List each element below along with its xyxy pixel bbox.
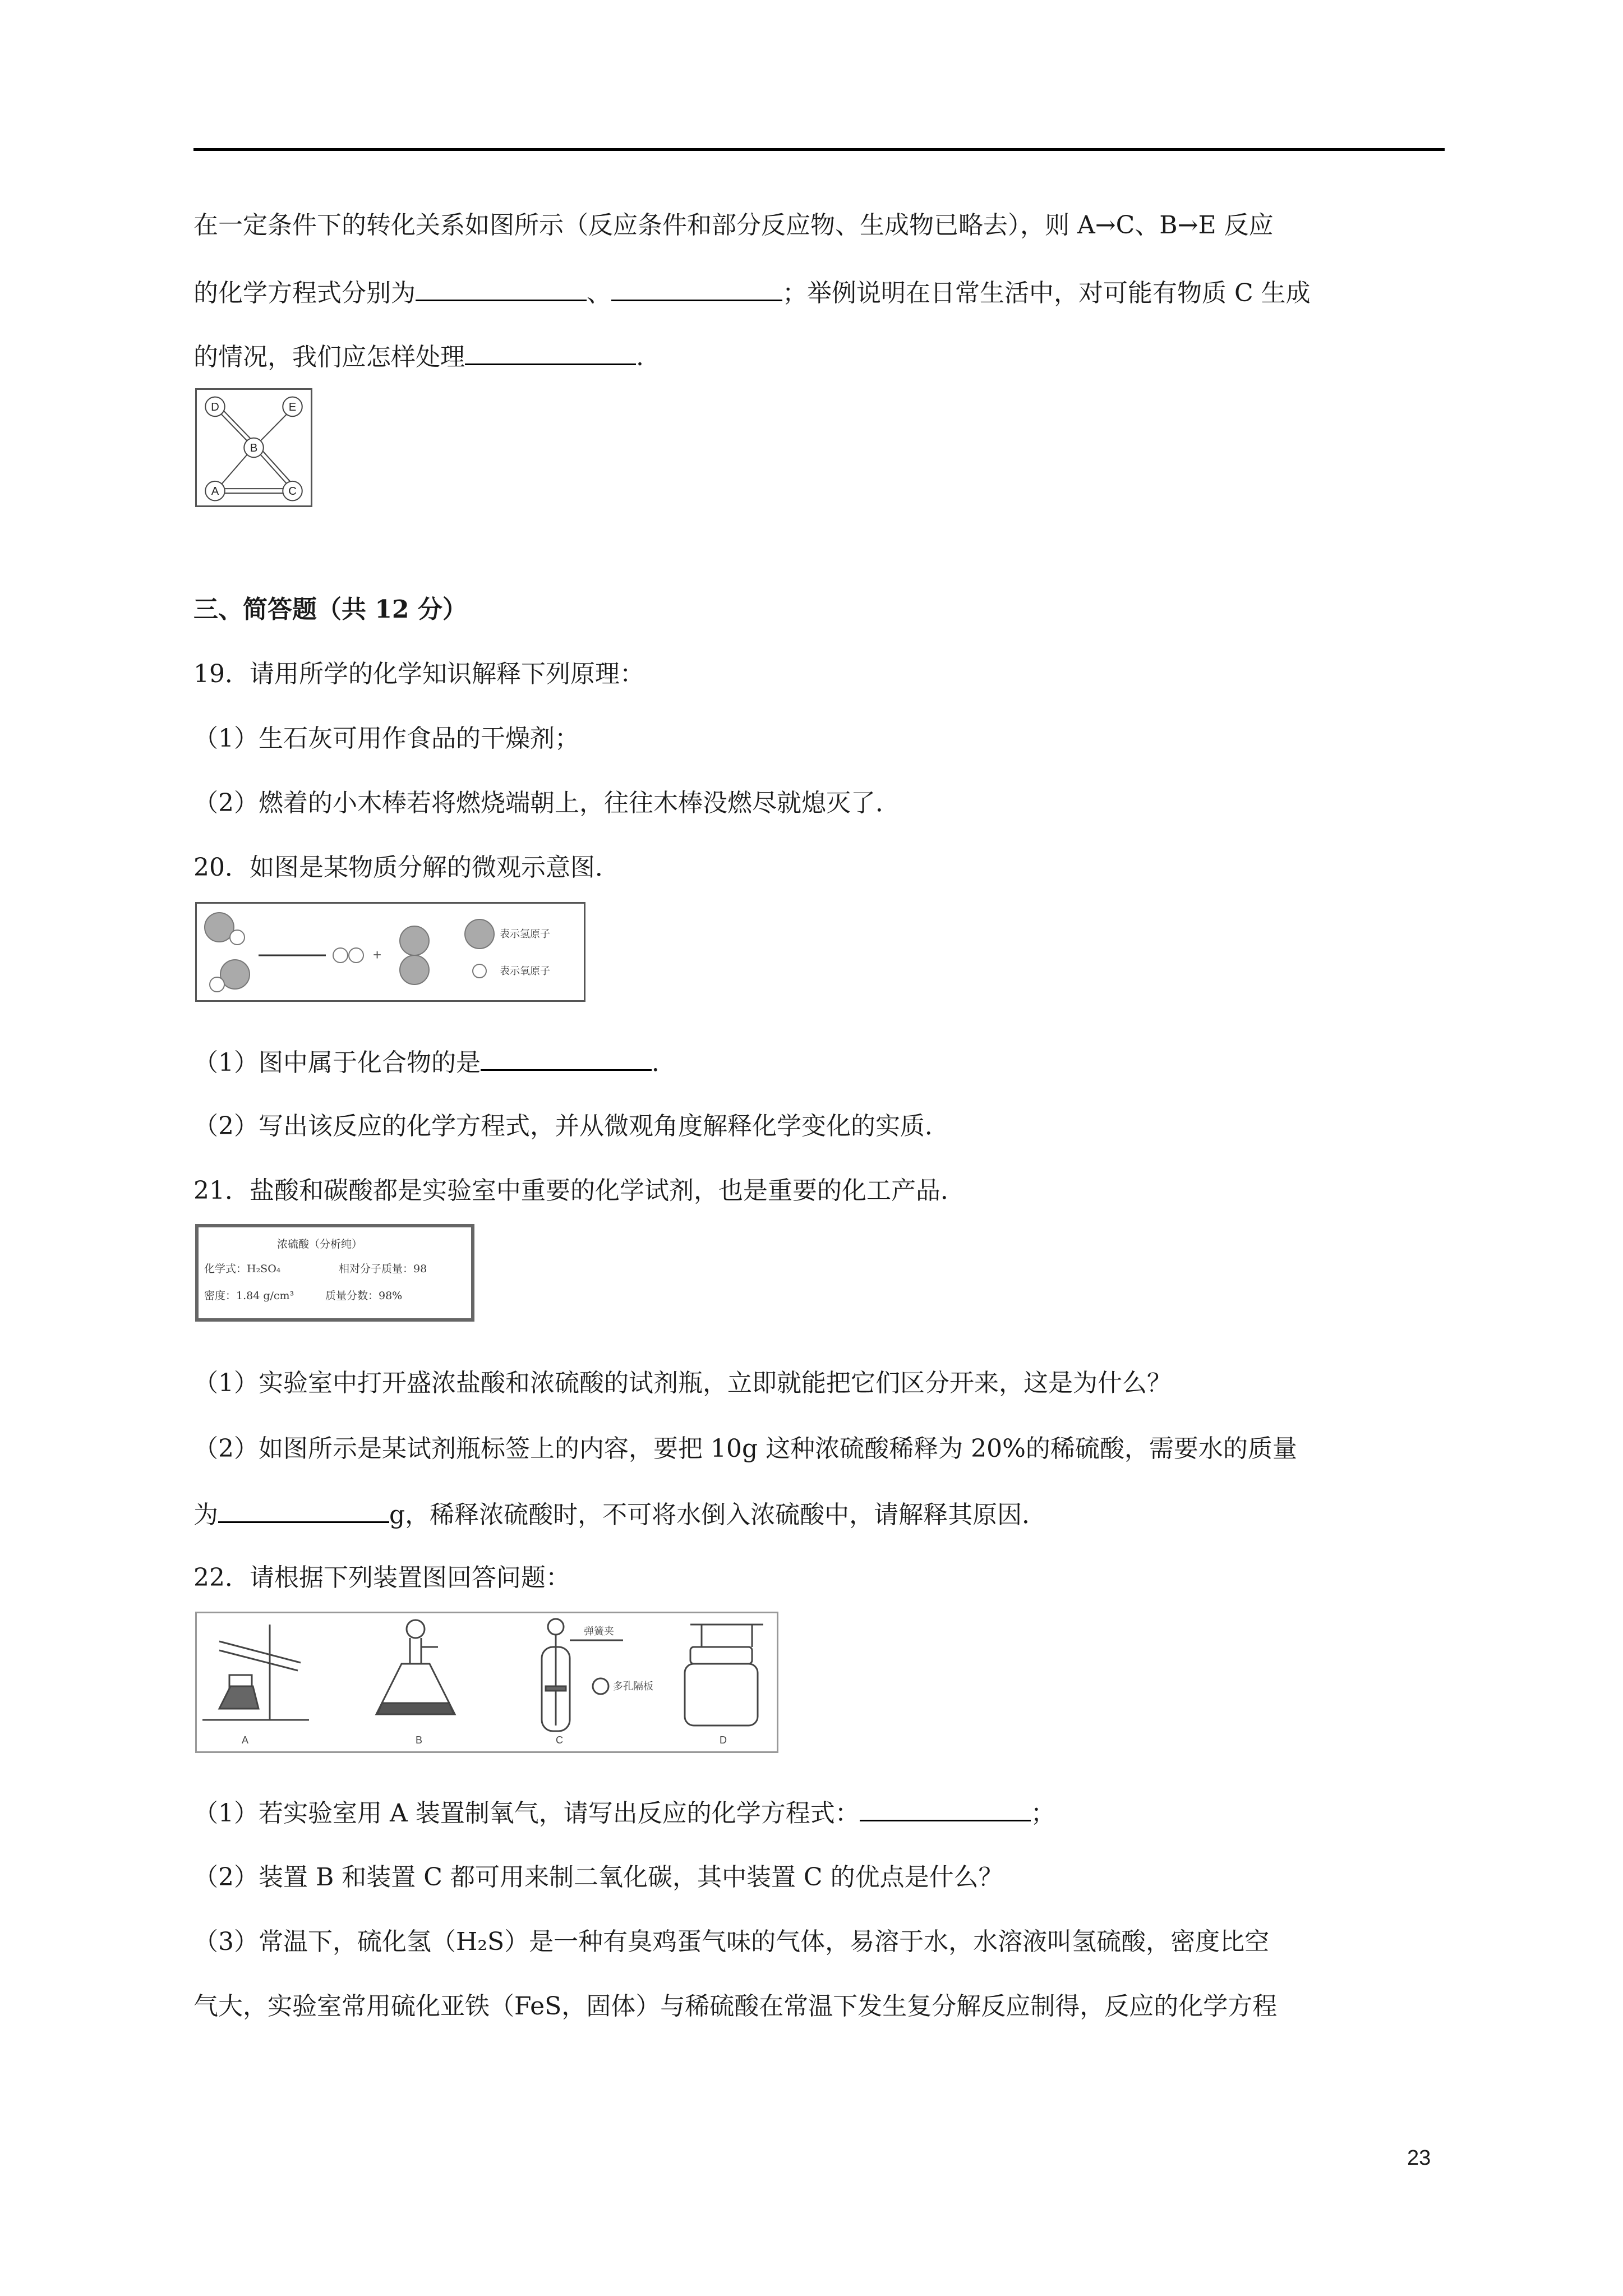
q18-line-3-b: . (636, 343, 644, 371)
reagent-fraction: 质量分数：98% (325, 1290, 403, 1302)
q19-part-2: （2）燃着的小木棒若将燃烧端朝上，往往木棒没燃尽就熄灭了． (193, 789, 900, 817)
q18-line-2-b: 、 (587, 279, 611, 307)
q22-part-1-a: （1）若实验室用 A 装置制氧气，请写出反应的化学方程式： (193, 1799, 860, 1828)
reagent-molar-mass: 相对分子质量：98 (339, 1263, 427, 1275)
q19-part-1: （1）生石灰可用作食品的干燥剂； (193, 724, 579, 753)
reagent-label-title: 浓硫酸（分析纯） (277, 1238, 363, 1250)
q22-part-2: （2）装置 B 和装置 C 都可用来制二氧化碳，其中装置 C 的优点是什么？ (193, 1863, 1003, 1892)
q21-stem: 21．盐酸和碳酸都是实验室中重要的化学试剂，也是重要的化工产品． (193, 1176, 965, 1205)
q22-part-3-line-1: （3）常温下，硫化氢（H₂S）是一种有臭鸡蛋气味的气体，易溶于水，水溶液叫氢硫酸，密度比空 (193, 1927, 1270, 1956)
answer-blank[interactable] (481, 1045, 652, 1071)
q20-part-1 (193, 1045, 676, 1080)
q21-part-2-b: 为 (193, 1501, 218, 1529)
q22-part-1 (193, 1795, 1055, 1830)
q18-line-3 (193, 339, 644, 374)
apparatus-figure (195, 1612, 778, 1753)
q21-part-2-line-1: （2）如图所示是某试剂瓶标签上的内容，要把 10g 这种浓硫酸稀释为 20%的稀硫酸，需要水的质量 (193, 1434, 1297, 1463)
apparatus-a (202, 1625, 309, 1720)
node-label: B (250, 442, 258, 455)
reagent-formula: 化学式：H₂SO₄ (204, 1263, 281, 1275)
apparatus-label: B (416, 1734, 423, 1746)
apparatus-b (376, 1620, 455, 1714)
legend-label: 表示氧原子 (500, 965, 550, 977)
q22-part-1-b: ； (1030, 1799, 1055, 1828)
q21-part-2-c: g，稀释浓硫酸时，不可将水倒入浓硫酸中，请解释其原因． (389, 1501, 1047, 1529)
page-number: 23 (1407, 2146, 1431, 2170)
q20-micro-diagram (195, 902, 585, 1002)
q20-stem: 20．如图是某物质分解的微观示意图． (193, 853, 620, 882)
apparatus-label: C (556, 1734, 563, 1746)
node-label: E (288, 401, 297, 414)
apparatus-label: A (242, 1734, 249, 1746)
answer-blank[interactable] (611, 275, 782, 301)
reagent-density: 密度：1.84 g/cm³ (204, 1290, 294, 1302)
q21-part-2-line-2 (193, 1497, 1046, 1532)
q21-part-1: （1）实验室中打开盛浓盐酸和浓硫酸的试剂瓶，立即就能把它们区分开来，这是为什么？ (193, 1369, 1172, 1397)
q18-relation-diagram (195, 388, 312, 507)
header-rule (193, 148, 1445, 151)
q18-line-2-a: 的化学方程式分别为 (193, 279, 416, 307)
q19-stem: 19．请用所学的化学知识解释下列原理： (193, 660, 644, 688)
q22-part-3-line-2: 气大，实验室常用硫化亚铁（FeS，固体）与稀硫酸在常温下发生复分解反应制得，反应的化学方程 (193, 1992, 1278, 2021)
q20-part-1-b: ． (652, 1048, 676, 1077)
reagent-label-figure (195, 1224, 474, 1322)
q20-part-2: （2）写出该反应的化学方程式，并从微观角度解释化学变化的实质． (193, 1112, 949, 1140)
q18-line-2 (193, 275, 1311, 310)
answer-blank[interactable] (465, 339, 636, 365)
q18-line-2-c: ；举例说明在日常生活中，对可能有物质 C 生成 (782, 279, 1311, 307)
svg-text:+: + (373, 946, 382, 963)
answer-blank[interactable] (218, 1497, 389, 1523)
legend-label: 表示氢原子 (500, 928, 550, 940)
apparatus-c-label: 多孔隔板 (613, 1681, 653, 1692)
q18-line-1: 在一定条件下的转化关系如图所示（反应条件和部分反应物、生成物已略去），则 A→C、B→E 反应 (193, 211, 1274, 240)
apparatus-label: D (720, 1734, 727, 1746)
apparatus-c-label: 弹簧夹 (584, 1626, 614, 1637)
q22-stem: 22．请根据下列装置图回答问题： (193, 1563, 570, 1592)
q20-part-1-a: （1）图中属于化合物的是 (193, 1048, 481, 1077)
answer-blank[interactable] (860, 1795, 1031, 1821)
node-label: D (211, 401, 219, 414)
node-label: C (288, 485, 297, 498)
answer-blank[interactable] (416, 275, 587, 301)
node-label: A (211, 485, 219, 498)
q18-line-3-a: 的情况，我们应怎样处理 (193, 343, 465, 371)
section-title: 三、简答题（共 12 分） (193, 595, 467, 624)
apparatus-d (685, 1625, 763, 1726)
